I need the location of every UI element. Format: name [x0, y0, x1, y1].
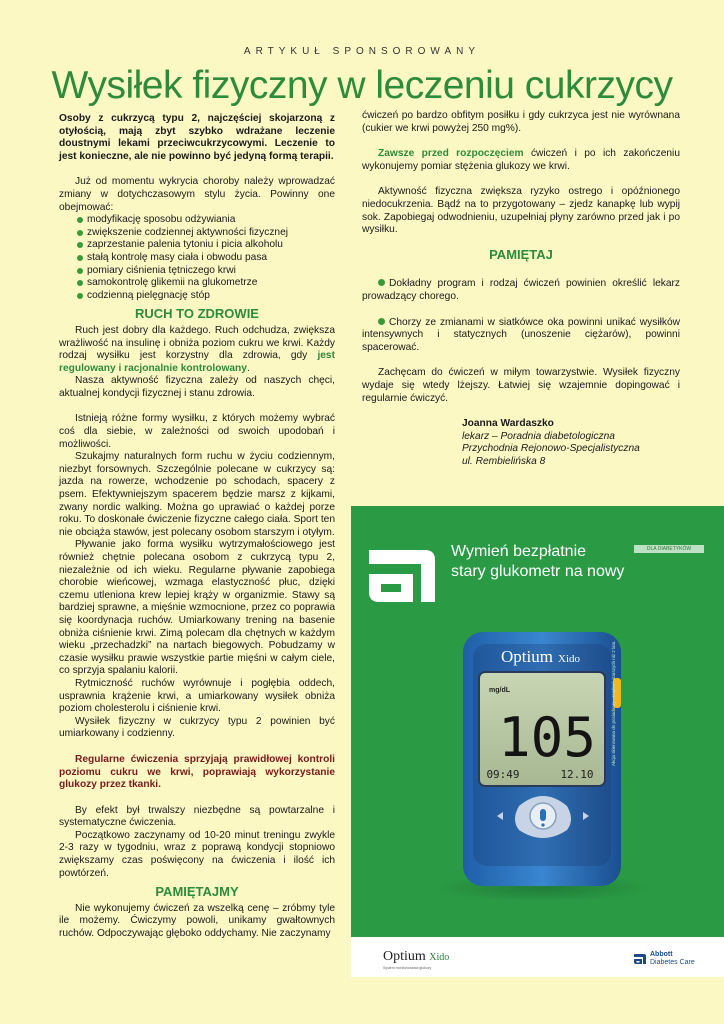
author-address: ul. Rembielińska 8 — [462, 455, 546, 467]
paragraph: Ruch jest dobry dla każdego. Ruch odchudza, zwiększa wrażliwość na insulinę i obniża poziom cukru we krwi. Każdy rodzaj wysiłku jest korzystny dla zdrowia, gdy jest regulowany i racjonalnie kontrolowany. — [59, 324, 335, 374]
footer-brand: Optium Xido — [383, 949, 450, 964]
author-title: lekarz – Poradnia diabetologiczna — [462, 430, 615, 442]
meter-reading: 105 — [498, 706, 596, 769]
paragraph: Istnieją różne formy wysiłku, z których możemy wybrać coś dla siebie, w zależności od swoich upodobań i możliwości. — [59, 413, 335, 450]
footer-brand-sub: System monitorowania glukozy — [383, 966, 432, 970]
left-column — [59, 113, 335, 941]
section-kicker: ARTYKUŁ SPONSOROWANY — [243, 46, 481, 57]
bullet-paragraph: Dokładny program i rodzaj ćwiczeń powinien określić lekarz prowadzący chorego. — [362, 278, 680, 302]
list-item: codzienną pielęgnację stóp — [77, 290, 335, 303]
article-title: Wysiłek fizyczny w leczeniu cukrzycy — [51, 64, 673, 107]
ad-footer — [351, 937, 724, 977]
author-name: Joanna Wardaszko — [462, 418, 554, 430]
list-item: stałą kontrolę masy ciała i obwodu pasa — [77, 252, 335, 265]
paragraph: Zachęcam do ćwiczeń w miłym towarzystwie. Wysiłek fizyczny wydaje się wtedy lżejszy. Łatwiej się wzajemnie dopingować i regularnie ćwiczyć. — [362, 367, 680, 404]
paragraph: Pływanie jako forma wysiłku wytrzymałościowego jest również chętnie polecana osobom z cukrzycą typu 2, niezależnie od ich wieku. Regularne pływanie zapobiega chorobie wieńcowej, wzmaga elastyczność płuc, dzięki czemu utleniona krew lepiej krąży w organizmie. Stawy są bardziej sprawne, a mięśnie wzmocnione, przez co poprawia się koordynacja ruchów. Umiarkowany trening na basenie obniża ciśnienie krwi. Zimą polecam dla chętnych w każdym wieku „przechadzki” na nartach biegowych. Pobudzamy w czasie wysiłku prawie wszystkie partie mięśni w całym ciele, co sprzyja spalaniu kalorii. — [59, 539, 335, 677]
bullet-icon — [77, 217, 83, 223]
glucometer-device — [351, 506, 724, 937]
paragraph: Nasza aktywność fizyczna zależy od naszych chęci, aktualnej kondycji fizycznej i stanu zdrowia. — [59, 375, 335, 399]
bullet-icon — [77, 242, 83, 248]
paragraph: Rytmiczność ruchów wyrównuje i pogłębia oddech, usprawnia krążenie krwi, a umiarkowany wysiłek obniża poziom cholesterolu i ciśnienie krwi. — [59, 677, 335, 715]
paragraph: By efekt był trwalszy niezbędne są powtarzalne i systematyczne ćwiczenia. — [59, 804, 335, 829]
meter-date: 12.10 — [560, 768, 594, 781]
paragraph: ćwiczeń po bardzo obfitym posiłku i gdy cukrzyca jest nie wyrównana (cukier we krwi powyżej 250 mg%). — [362, 110, 680, 134]
meter-time: 09:49 — [486, 768, 520, 781]
ad-headline: Wymień bezpłatnie stary glukometr na nowy — [451, 543, 625, 580]
abbott-logo: Abbott Diabetes Care — [633, 949, 713, 969]
list-item: pomiary ciśnienia tętniczego krwi — [77, 265, 335, 278]
glucometer-advertisement — [351, 506, 724, 937]
author-signature — [462, 418, 680, 468]
paragraph: Zawsze przed rozpoczęciem ćwiczeń i po ich zakończeniu wykonujemy pomiar stężenia glukozy we krwi. — [362, 148, 680, 172]
author-clinic: Przychodnia Rejonowo-Specjalistyczna — [462, 443, 640, 455]
meter-unit: mg/dL — [489, 687, 510, 694]
bullet-icon — [77, 293, 83, 299]
paragraph: Wysiłek fizyczny w cukrzycy typu 2 powinien być umiarkowany i codzienny. — [59, 715, 335, 740]
paragraph: Aktywność fizyczna zwiększa ryzyko ostrego i opóźnionego niedocukrzenia. Bądź na to przygotowany – zjedz kanapkę lub wypij sok. Zapobiegaj odwodnieniu, uzupełniaj płyny zarówno przed jak i po wysiłku. — [362, 186, 680, 236]
list-item: zwiększenie codziennej aktywności fizycznej — [77, 227, 335, 240]
ad-vertical-note: Akcja skierowana do posiadaczy urządzeń starszych niż 2 lata. — [611, 640, 616, 766]
paragraph: Nie wykonujemy ćwiczeń za wszelką cenę – zróbmy tyle ile możemy. Ćwiczymy powoli, unikamy gwałtownych ruchów. Odpoczywając głęboko oddychamy. Nie zaczynamy — [59, 902, 335, 940]
list-item: zaprzestanie palenia tytoniu i picia alkoholu — [77, 239, 335, 252]
bullet-icon — [77, 280, 83, 286]
abbott-mark-icon — [633, 953, 647, 965]
right-column — [362, 110, 680, 468]
paragraph: Początkowo zaczynamy od 10-20 minut treningu zwykle 2-3 razy w tygodniu, wraz z poprawą kondycji stopniowo zwiększamy czas poświęcony na ćwiczenia i ilość ich powtórzeń. — [59, 829, 335, 879]
bullet-icon — [378, 279, 385, 286]
paragraph: Już od momentu wykrycia choroby należy wprowadzać zmiany w dotychczasowym stylu życia. Powinny one obejmować: — [59, 176, 335, 213]
bullet-icon — [77, 230, 83, 236]
bullet-paragraph: Chorzy ze zmianami w siatkówce oka powinni unikać wysiłków intensywnych i statycznych (unoszenie ciężarów), powinni spacerować. — [362, 316, 680, 353]
bullet-icon — [77, 255, 83, 261]
paragraph: Szukajmy naturalnych form ruchu w życiu codziennym, niezbyt forsownych. Szczególnie polecane w cukrzycy są: jazda na rowerze, wchodzenie po schodach, spacery z psem. Efektywniejszym spacerem będzie marsz z kijkami, zwany nordic walking. Można go uprawiać o każdej porze roku. To doskonałe ćwiczenie fizyczne całego ciała. Sport ten nie obciąża stawów, jest polecany osobom starszym i otyłym. — [59, 451, 335, 538]
ad-tag: DLA DIABETYKÓW — [634, 545, 704, 553]
recommendation-list — [77, 214, 335, 302]
highlight-paragraph: Regularne ćwiczenia sprzyjają prawidłowej kontroli poziomu cukru we krwi, poprawiają wykorzystanie glukozy przez tkanki. — [59, 753, 335, 791]
lead-paragraph: Osoby z cukrzycą typu 2, najczęściej skojarzoną z otyłością, mają zbyt szybko wdrażane leczenie doustnymi lekami przeciwcukrzycowymi. Leczenie to jest konieczne, ale nie powinno być jedyną formą terapii. — [59, 113, 335, 162]
list-item: modyfikację sposobu odżywiania — [77, 214, 335, 227]
heading-pamietajmy: PAMIĘTAJMY — [155, 884, 239, 900]
list-item: samokontrolę glikemii na glukometrze — [77, 277, 335, 290]
meter-model: Xido — [558, 653, 580, 665]
bullet-icon — [378, 318, 385, 325]
heading-pamietaj: PAMIĘTAJ — [489, 246, 553, 262]
heading-ruch-to-zdrowie: RUCH TO ZDROWIE — [135, 306, 259, 322]
bullet-icon — [77, 268, 83, 274]
meter-brand: Optium — [501, 647, 553, 666]
